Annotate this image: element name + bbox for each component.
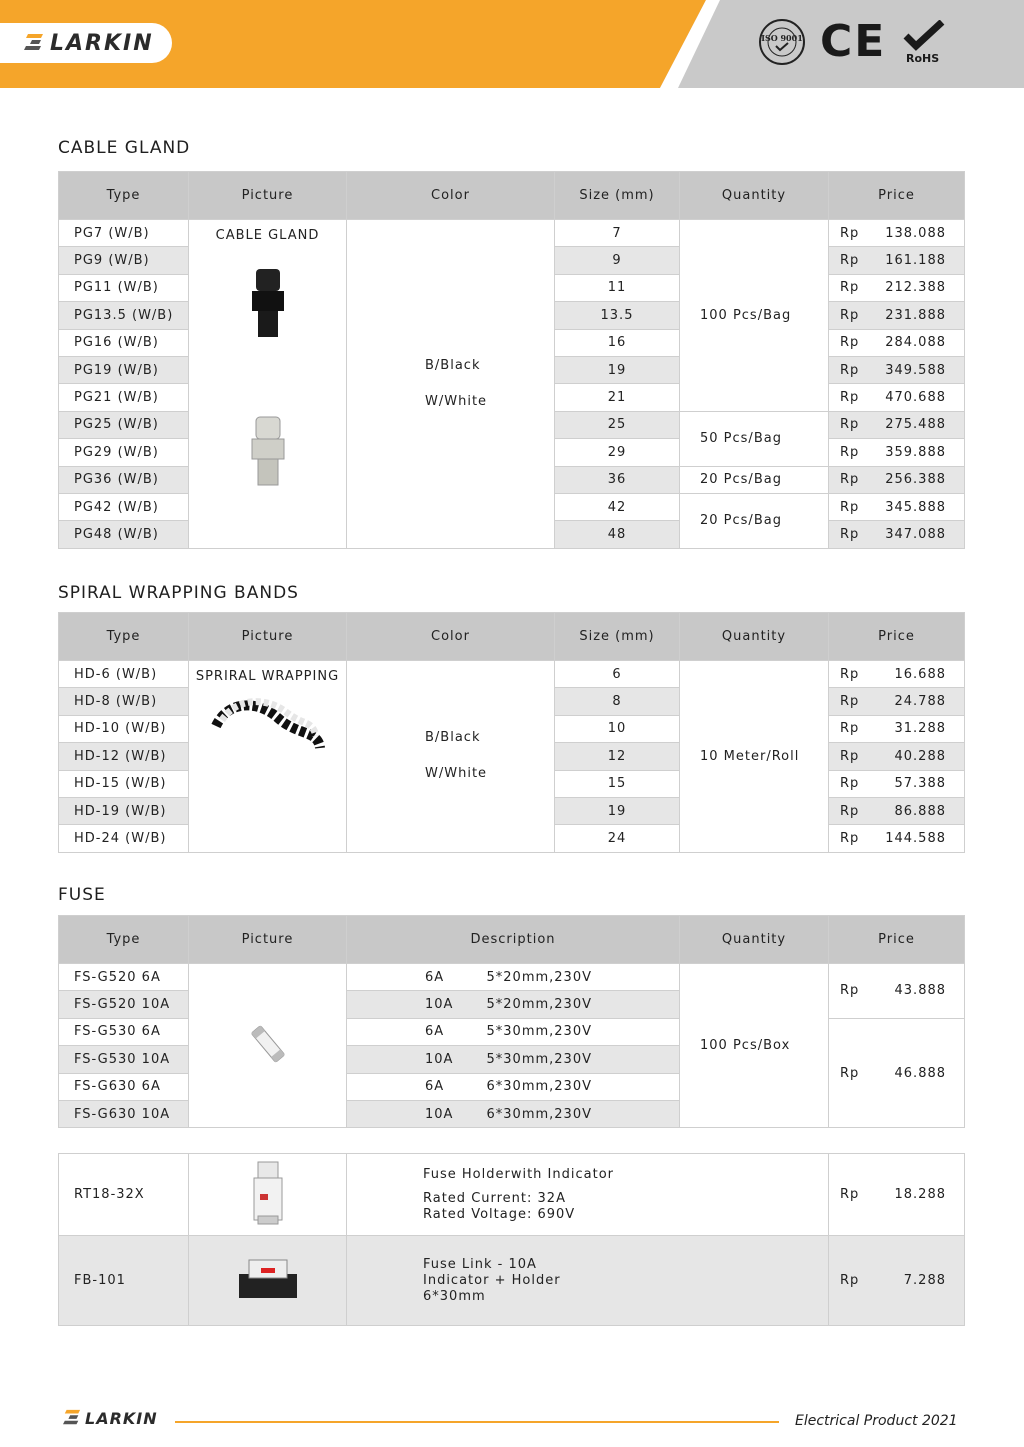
- holder-description: Fuse Holderwith Indicator Rated Current: 32A Rated Voltage: 690V: [347, 1154, 829, 1236]
- cell-type: PG9 (W/B): [59, 247, 189, 274]
- cell-spec: 6*30mm,230V: [407, 1100, 680, 1127]
- header-picture: Picture: [189, 613, 347, 661]
- svg-text:ISO 9001: ISO 9001: [761, 33, 803, 43]
- cell-size: 9: [555, 247, 680, 274]
- cell-type: FS-G530 6A: [59, 1018, 189, 1045]
- cell-type: HD-24 (W/B): [59, 825, 189, 852]
- cable-gland-picture: [189, 220, 347, 549]
- cell-price: Rp 31.288: [829, 715, 965, 742]
- brand-name: LARKIN: [50, 30, 154, 56]
- cell-type: PG36 (W/B): [59, 466, 189, 493]
- iso-certified-icon: [758, 18, 806, 66]
- cell-color: B/Black W/White: [347, 220, 555, 549]
- cell-price: Rp 256.388: [829, 466, 965, 493]
- cell-spec: 5*30mm,230V: [407, 1018, 680, 1045]
- header-picture: Picture: [189, 172, 347, 220]
- cell-price: Rp 43.888: [829, 964, 965, 1019]
- cell-price: Rp 24.788: [829, 688, 965, 715]
- cell-size: 19: [555, 356, 680, 383]
- cell-spec: 5*30mm,230V: [407, 1046, 680, 1073]
- picture-label: CABLE GLAND: [215, 228, 320, 243]
- header-type: Type: [59, 613, 189, 661]
- ce-mark-icon: CE: [820, 16, 887, 67]
- cell-type: PG16 (W/B): [59, 329, 189, 356]
- cell-amp: 6A: [347, 1073, 407, 1100]
- cell-type: PG21 (W/B): [59, 384, 189, 411]
- cell-size: 12: [555, 743, 680, 770]
- fuse-picture: [189, 964, 347, 1128]
- cell-size: 48: [555, 521, 680, 548]
- header-type: Type: [59, 916, 189, 964]
- cell-amp: 6A: [347, 1018, 407, 1045]
- picture-label: SPRIRAL WRAPPING: [195, 669, 340, 684]
- fuse-holder-icon: [248, 1160, 288, 1226]
- table-row: [59, 1236, 965, 1326]
- cell-quantity: 100 Pcs/Box: [680, 964, 829, 1128]
- header-color: Color: [347, 172, 555, 220]
- fuse-title: FUSE: [58, 885, 106, 905]
- cell-type: FS-G520 6A: [59, 964, 189, 991]
- cell-size: 42: [555, 493, 680, 520]
- fuse-link-picture: [189, 1236, 347, 1326]
- cell-type: PG29 (W/B): [59, 439, 189, 466]
- header-quantity: Quantity: [680, 172, 829, 220]
- cell-type: HD-6 (W/B): [59, 661, 189, 688]
- cell-amp: 10A: [347, 1046, 407, 1073]
- cell-size: 8: [555, 688, 680, 715]
- fuse-holder-table: [58, 1153, 965, 1326]
- cell-size: 24: [555, 825, 680, 852]
- cell-price: Rp 57.388: [829, 770, 965, 797]
- footer-divider: [175, 1421, 779, 1423]
- spiral-table: [58, 612, 965, 853]
- holder-price: Rp 18.288: [829, 1154, 965, 1236]
- spiral-wrap-icon: [208, 690, 328, 760]
- table-row: [59, 661, 965, 688]
- holder-price: Rp 7.288: [829, 1236, 965, 1326]
- fuse-holder-picture: [189, 1154, 347, 1236]
- header-picture: Picture: [189, 916, 347, 964]
- fuse-table: [58, 915, 965, 1128]
- cell-size: 6: [555, 661, 680, 688]
- cell-size: 19: [555, 797, 680, 824]
- header-price: Price: [829, 172, 965, 220]
- rohs-icon: RoHS: [900, 20, 948, 68]
- header-color: Color: [347, 613, 555, 661]
- holder-type: RT18-32X: [59, 1154, 189, 1236]
- header-quantity: Quantity: [680, 916, 829, 964]
- footer-brand: LARKIN: [85, 1408, 158, 1428]
- holder-description: Fuse Link - 10A Indicator + Holder 6*30mm: [347, 1236, 829, 1326]
- cell-type: FS-G630 10A: [59, 1100, 189, 1127]
- cell-color: B/Black W/White: [347, 661, 555, 853]
- larkin-logo-icon: [24, 32, 44, 54]
- cell-amp: 10A: [347, 991, 407, 1018]
- cell-price: Rp 46.888: [829, 1018, 965, 1128]
- cell-price: Rp 86.888: [829, 797, 965, 824]
- cell-quantity: 20 Pcs/Bag: [680, 466, 829, 493]
- footer-logo: [63, 1408, 158, 1428]
- cell-price: Rp 359.888: [829, 439, 965, 466]
- cell-type: PG7 (W/B): [59, 220, 189, 247]
- cell-price: Rp 349.588: [829, 356, 965, 383]
- cell-type: HD-8 (W/B): [59, 688, 189, 715]
- cell-amp: 10A: [347, 1100, 407, 1127]
- cell-size: 15: [555, 770, 680, 797]
- cell-quantity: 100 Pcs/Bag: [680, 220, 829, 412]
- cell-type: PG48 (W/B): [59, 521, 189, 548]
- table-row: [59, 1154, 965, 1236]
- cell-type: HD-10 (W/B): [59, 715, 189, 742]
- cell-type: PG11 (W/B): [59, 274, 189, 301]
- brand-logo: [0, 23, 172, 63]
- cell-size: 36: [555, 466, 680, 493]
- cell-price: Rp 40.288: [829, 743, 965, 770]
- cell-size: 25: [555, 411, 680, 438]
- header-price: Price: [829, 613, 965, 661]
- cell-price: Rp 275.488: [829, 411, 965, 438]
- cell-type: FS-G530 10A: [59, 1046, 189, 1073]
- header-quantity: Quantity: [680, 613, 829, 661]
- cell-size: 29: [555, 439, 680, 466]
- header-description: Description: [347, 916, 680, 964]
- cell-price: Rp 231.888: [829, 302, 965, 329]
- holder-type: FB-101: [59, 1236, 189, 1326]
- cell-spec: 6*30mm,230V: [407, 1073, 680, 1100]
- header-size: Size (mm): [555, 172, 680, 220]
- cell-type: PG42 (W/B): [59, 493, 189, 520]
- table-header-row: [59, 172, 965, 220]
- cell-type: HD-12 (W/B): [59, 743, 189, 770]
- table-row: [59, 964, 965, 991]
- cell-amp: 6A: [347, 964, 407, 991]
- cell-type: PG25 (W/B): [59, 411, 189, 438]
- cell-price: Rp 144.588: [829, 825, 965, 852]
- header-size: Size (mm): [555, 613, 680, 661]
- spiral-title: SPIRAL WRAPPING BANDS: [58, 583, 299, 603]
- cell-price: Rp 138.088: [829, 220, 965, 247]
- cable-gland-table: [58, 171, 965, 549]
- cell-type: HD-15 (W/B): [59, 770, 189, 797]
- cell-quantity: 20 Pcs/Bag: [680, 493, 829, 548]
- spiral-picture: [189, 661, 347, 853]
- cell-size: 11: [555, 274, 680, 301]
- cell-type: FS-G630 6A: [59, 1073, 189, 1100]
- cell-type: HD-19 (W/B): [59, 797, 189, 824]
- table-header-row: [59, 916, 965, 964]
- footer-caption: Electrical Product 2021: [795, 1413, 958, 1429]
- table-header-row: [59, 613, 965, 661]
- fuse-link-icon: [235, 1254, 301, 1304]
- cable-gland-title: CABLE GLAND: [58, 138, 191, 158]
- cell-price: Rp 345.888: [829, 493, 965, 520]
- cell-size: 16: [555, 329, 680, 356]
- cell-price: Rp 347.088: [829, 521, 965, 548]
- cell-spec: 5*20mm,230V: [407, 964, 680, 991]
- cell-type: PG19 (W/B): [59, 356, 189, 383]
- cell-quantity: 10 Meter/Roll: [680, 661, 829, 853]
- page-header: [0, 0, 1024, 88]
- table-row: [59, 220, 965, 247]
- cell-type: FS-G520 10A: [59, 991, 189, 1018]
- cell-price: Rp 470.688: [829, 384, 965, 411]
- cell-price: Rp 284.088: [829, 329, 965, 356]
- cell-quantity: 50 Pcs/Bag: [680, 411, 829, 466]
- cable-gland-icon: [238, 261, 298, 501]
- cell-size: 21: [555, 384, 680, 411]
- larkin-logo-icon: [63, 1408, 81, 1428]
- cell-spec: 5*20mm,230V: [407, 991, 680, 1018]
- cell-size: 10: [555, 715, 680, 742]
- cell-price: Rp 212.388: [829, 274, 965, 301]
- header-price: Price: [829, 916, 965, 964]
- fuse-icon: [248, 1019, 288, 1069]
- cell-type: PG13.5 (W/B): [59, 302, 189, 329]
- header-type: Type: [59, 172, 189, 220]
- cell-price: Rp 161.188: [829, 247, 965, 274]
- cell-size: 7: [555, 220, 680, 247]
- cell-size: 13.5: [555, 302, 680, 329]
- cell-price: Rp 16.688: [829, 661, 965, 688]
